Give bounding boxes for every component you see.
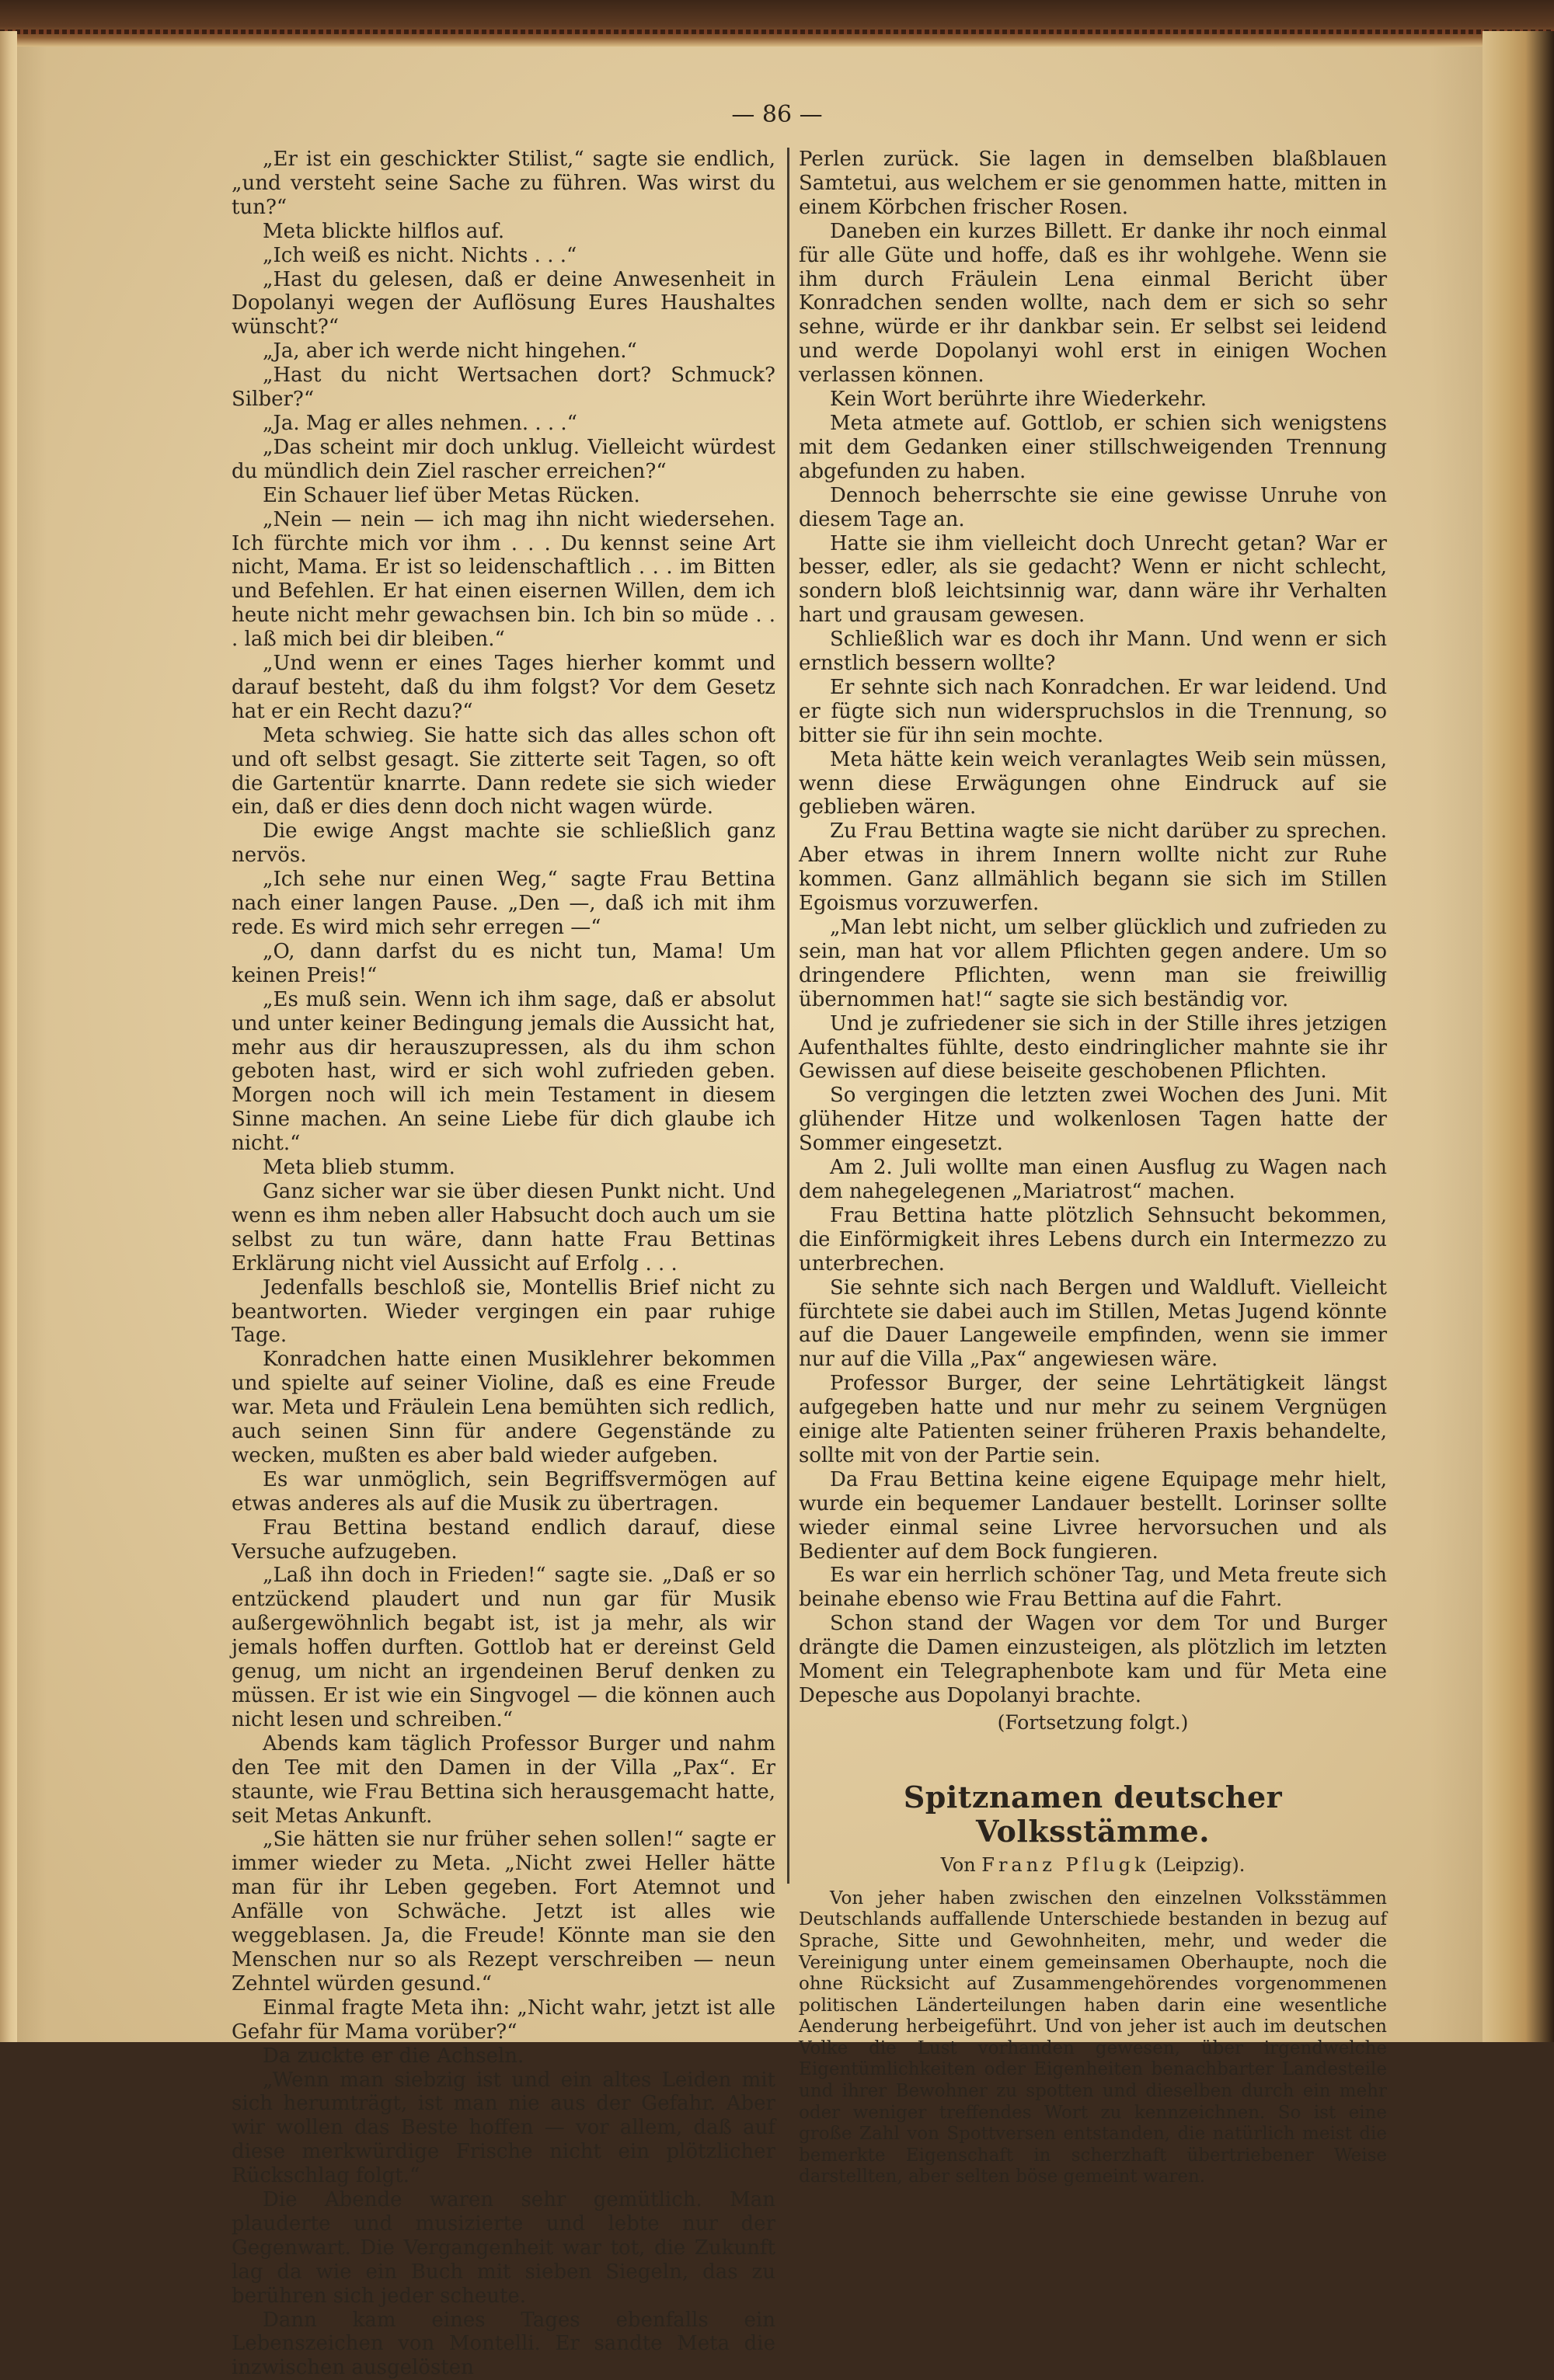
paragraph: Schließlich war es doch ihr Mann. Und wenn er sich ernstlich bessern wollte? <box>799 628 1387 676</box>
article-byline <box>799 1853 1387 1877</box>
paragraph: Hatte sie ihm vielleicht doch Unrecht getan? War er besser, edler, als sie gedacht? Wenn er nicht schlecht, sondern bloß leichtsinnig war, dann wäre ihr Verhalten hart und grausam gewesen. <box>799 531 1387 628</box>
paragraph: „Wenn man siebzig ist und ein altes Leiden mit sich herumträgt, ist man nie aus der Gefahr. Aber wir wollen das Beste hoffen — vor allem, daß auf diese merkwürdige Frische nicht ein plötzlicher Rückschlag folgt.“ <box>232 2068 775 2188</box>
paragraph: Die Abende waren sehr gemütlich. Man plauderte und musizierte und lebte nur der Gegenwart. Die Vergangenheit war tot, die Zukunft lag da wie ein Buch mit sieben Siegeln, das zu berühren sich jeder scheute. <box>232 2188 775 2308</box>
byline-prefix: Von <box>940 1853 976 1876</box>
paragraph: „Das scheint mir doch unklug. Vielleicht würdest du mündlich dein Ziel rascher erreichen?“ <box>232 435 775 483</box>
paragraph: Am 2. Juli wollte man einen Ausflug zu Wagen nach dem nahegelegenen „Mariatrost“ machen. <box>799 1156 1387 1203</box>
paragraph: Es war ein herrlich schöner Tag, und Meta freute sich beinahe ebenso wie Frau Bettina auf die Fahrt. <box>799 1564 1387 1612</box>
author-name: Franz Pflugk <box>981 1853 1150 1876</box>
article-title: Spitznamen deutscher Volksstämme. <box>903 1779 1283 1849</box>
paragraph: Dann kam eines Tages ebenfalls ein Lebenszeichen von Montelli. Er sandte Meta die inzwischen ausgelösten <box>232 2308 775 2380</box>
paragraph: „O, dann darfst du es nicht tun, Mama! Um keinen Preis!“ <box>232 939 775 987</box>
paragraph: „Ja. Mag er alles nehmen. . . .“ <box>263 411 577 435</box>
binding-stripe <box>0 30 1554 34</box>
paragraph: Ganz sicher war sie über diesen Punkt nicht. Und wenn es ihm neben aller Habsucht doch auch um sie selbst zu tun wäre, dann hatte Frau Bettinas Erklärung nicht viel Aussicht auf Erfolg . . . <box>232 1179 775 1275</box>
left-page-edge <box>0 31 17 2042</box>
left-column <box>232 148 775 2380</box>
paragraph: Und je zufriedener sie sich in der Stille ihres jetzigen Aufenthaltes fühlte, desto eindringlicher mahnte sie ihr Gewissen auf diese beiseite geschobenen Pflichten. <box>799 1011 1387 1084</box>
paragraph: Da zuckte er die Achseln. <box>263 2044 524 2068</box>
paragraph: Es war unmöglich, sein Begriffsvermögen auf etwas anderes als auf die Musik zu übertragen. <box>232 1467 775 1515</box>
article-paragraph: Von jeher haben zwischen den einzelnen Volksstämmen Deutschlands auffallende Unterschiede bestanden in bezug auf Sprache, Sitte und Gewohnheiten, mehr, und weder die Vereinigung unter einem gemeinsamen Oberhaupte, noch die ohne Rücksicht auf Zusammengehörendes vorgenommenen politischen Länderteilungen haben darin eine wesentliche Aenderung herbeigeführt. Und von jeher ist auch im deutschen Volke die Lust vorhanden gewesen, über irgendwelche Eigentümlichkeiten oder Eigenheiten benachbarter Landesteile und ihrer Bewohner zu spotten und dieselben durch ein mehr oder weniger treffendes Wort zu kennzeichnen. So ist eine große Zahl von Spottversen entstanden, die natürlich meist die bemerkte Eigenschaft in scherzhaft übertriebener Weise darstellten, aber selten böse gemeint waren. <box>799 1888 1387 2187</box>
paragraph: Meta blickte hilflos auf. <box>263 219 505 243</box>
paragraph: Meta schwieg. Sie hatte sich das alles schon oft und oft selbst gesagt. Sie zitterte seit Tagen, so oft die Gartentür knarrte. Dann redete sie sich wieder ein, daß er dies denn doch nicht wagen würde. <box>232 723 775 819</box>
paragraph: Dennoch beherrschte sie eine gewisse Unruhe von diesem Tage an. <box>799 483 1387 531</box>
paragraph: Frau Bettina hatte plötzlich Sehnsucht bekommen, die Einförmigkeit ihres Lebens durch ein Intermezzo zu unterbrechen. <box>799 1203 1387 1275</box>
paragraph: Abends kam täglich Professor Burger und nahm den Tee mit den Damen in der Villa „Pax“. Er staunte, wie Frau Bettina sich herausgemacht hatte, seit Metas Ankunft. <box>232 1731 775 1828</box>
paragraph: Die ewige Angst machte sie schließlich ganz nervös. <box>232 819 775 868</box>
paragraph: Professor Burger, der seine Lehrtätigkeit längst aufgegeben hatte und nur mehr zu seinem Vergnügen einige alte Patienten seiner früheren Praxis behandelte, sollte mit von der Partie sein. <box>799 1372 1387 1467</box>
continuation-note: (Fortsetzung folgt.) <box>997 1710 1189 1734</box>
paragraph: „Es muß sein. Wenn ich ihm sage, daß er absolut und unter keiner Bedingung jemals die Aussicht hat, mehr aus dir herauszupressen, als du ihm schon geboten hast, wird er sich wohl zufrieden geben. Morgen noch will ich mein Testament in diesem Sinne machen. An seine Liebe für dich glaube ich nicht.“ <box>232 987 775 1156</box>
paragraph: Da Frau Bettina keine eigene Equipage mehr hielt, wurde ein bequemer Landauer bestellt. Lorinser sollte wieder einmal seine Livree hervorsuchen und als Bedienter auf dem Bock fungieren. <box>799 1467 1387 1564</box>
paragraph: Kein Wort berührte ihre Wiederkehr. <box>830 388 1207 412</box>
paragraph: Er sehnte sich nach Konradchen. Er war leidend. Und er fügte sich nun widerspruchslos in die Trennung, so bitter sie für ihn sein mochte. <box>799 675 1387 747</box>
paragraph: Meta hätte kein weich veranlagtes Weib sein müssen, wenn diese Erwägungen ohne Eindruck auf sie geblieben wären. <box>799 747 1387 819</box>
paragraph: So vergingen die letzten zwei Wochen des Juni. Mit glühender Hitze und wolkenlosen Tagen hatte der Sommer eingesetzt. <box>799 1084 1387 1156</box>
paragraph: Schon stand der Wagen vor dem Tor und Burger drängte die Damen einzusteigen, als plötzlich im letzten Moment ein Telegraphenbote kam und für Meta eine Depesche aus Dopolanyi brachte. <box>799 1612 1387 1707</box>
paragraph: „Hast du gelesen, daß er deine Anwesenheit in Dopolanyi wegen der Auflösung Eures Haushaltes wünscht?“ <box>232 267 775 339</box>
right-page-edge <box>1483 31 1554 2042</box>
paragraph: „Ich sehe nur einen Weg,“ sagte Frau Bettina nach einer langen Pause. „Den —, daß ich mit ihm rede. Es wird mich sehr erregen —“ <box>232 868 775 939</box>
paragraph: Frau Bettina bestand endlich darauf, diese Versuche aufzugeben. <box>232 1515 775 1564</box>
paragraph: Ein Schauer lief über Metas Rücken. <box>263 483 640 507</box>
paragraph: Daneben ein kurzes Billett. Er danke ihr noch einmal für alle Güte und hoffe, daß es ihr wohlgehe. Wenn sie ihm durch Fräulein Lena einmal Bericht über Konradchen senden wollte, nach dem er sich so sehr sehne, würde er ihr dankbar sein. Er selbst sei leidend und werde Dopolanyi wohl erst in einigen Wochen verlassen können. <box>799 219 1387 388</box>
paragraph: „Ich weiß es nicht. Nichts . . .“ <box>263 243 577 267</box>
right-column <box>799 148 1387 2188</box>
paragraph: Zu Frau Bettina wagte sie nicht darüber zu sprechen. Aber etwas in ihrem Innern wollte nicht zur Ruhe kommen. Ganz allmählich begann sie sich im Stillen Egoismus vorzuwerfen. <box>799 819 1387 916</box>
paragraph: „Laß ihn doch in Frieden!“ sagte sie. „Daß er so entzückend plaudert und nun gar für Musik außergewöhnlich begabt ist, ist ja mehr, als wir jemals hoffen durften. Gottlob hat er dereinst Geld genug, um nicht an irgendeinen Beruf denken zu müssen. Er ist wie ein Singvogel — die können auch nicht lesen und schreiben.“ <box>232 1564 775 1731</box>
paragraph: Meta atmete auf. Gottlob, er schien sich wenigstens mit dem Gedanken einer stillschweigenden Trennung abgefunden zu haben. <box>799 411 1387 483</box>
paragraph: „Ja, aber ich werde nicht hingehen.“ <box>263 339 637 364</box>
paragraph: Sie sehnte sich nach Bergen und Waldluft. Vielleicht fürchtete sie dabei auch im Stillen, Metas Jugend könnte auf die Dauer Langeweile empfinden, wenn sie immer nur auf die Villa „Pax“ angewiesen wäre. <box>799 1275 1387 1372</box>
paragraph: „Sie hätten sie nur früher sehen sollen!“ sagte er immer wieder zu Meta. „Nicht zwei Heller hätte man für ihr Leben gegeben. Fort Atemnot und Anfälle von Schwäche. Jetzt ist alles wie weggeblasen. Ja, die Freude! Könnte man sie den Menschen nur so als Rezept verschreiben — neun Zehntel würden gesund.“ <box>232 1828 775 1996</box>
paragraph: Perlen zurück. Sie lagen in demselben blaßblauen Samtetui, aus welchem er sie genommen hatte, mitten in einem Körbchen frischer Rosen. <box>799 148 1387 219</box>
paragraph: Einmal fragte Meta ihn: „Nicht wahr, jetzt ist alle Gefahr für Mama vorüber?“ <box>232 1996 775 2044</box>
paragraph: „Man lebt nicht, um selber glücklich und zufrieden zu sein, man hat vor allem Pflichten gegen andere. Um so dringendere Pflichten, wenn man sie freiwillig übernommen hat!“ sagte sie sich beständig vor. <box>799 916 1387 1011</box>
paragraph: „Er ist ein geschickter Stilist,“ sagte sie endlich, „und versteht seine Sache zu führen. Was wirst du tun?“ <box>232 148 775 219</box>
paragraph: Jedenfalls beschloß sie, Montellis Brief nicht zu beantworten. Wieder vergingen ein paar ruhige Tage. <box>232 1275 775 1348</box>
paragraph: „Und wenn er eines Tages hierher kommt und darauf besteht, daß du ihm folgst? Vor dem Gesetz hat er ein Recht dazu?“ <box>232 652 775 723</box>
page-number: — 86 — <box>731 101 823 128</box>
byline-suffix: (Leipzig). <box>1155 1853 1246 1876</box>
paragraph: Meta blieb stumm. <box>263 1156 455 1180</box>
paragraph: „Hast du nicht Wertsachen dort? Schmuck? Silber?“ <box>232 364 775 412</box>
column-rule <box>787 148 789 1884</box>
page-top-edge <box>0 0 1554 47</box>
paragraph: „Nein — nein — ich mag ihn nicht wiedersehen. Ich fürchte mich vor ihm . . . Du kennst seine Art nicht, Mama. Er ist so leidenschaftlich . . . im Bitten und Befehlen. Er hat einen eisernen Willen, dem ich heute nicht mehr gewachsen bin. Ich bin so müde . . . laß mich bei dir bleiben.“ <box>232 507 775 652</box>
paragraph: Konradchen hatte einen Musiklehrer bekommen und spielte auf seiner Violine, daß es eine Freude war. Meta und Fräulein Lena bemühten sich redlich, auch seinen Sinn für andere Gegenstände zu wecken, mußten es aber bald wieder aufgeben. <box>232 1348 775 1467</box>
